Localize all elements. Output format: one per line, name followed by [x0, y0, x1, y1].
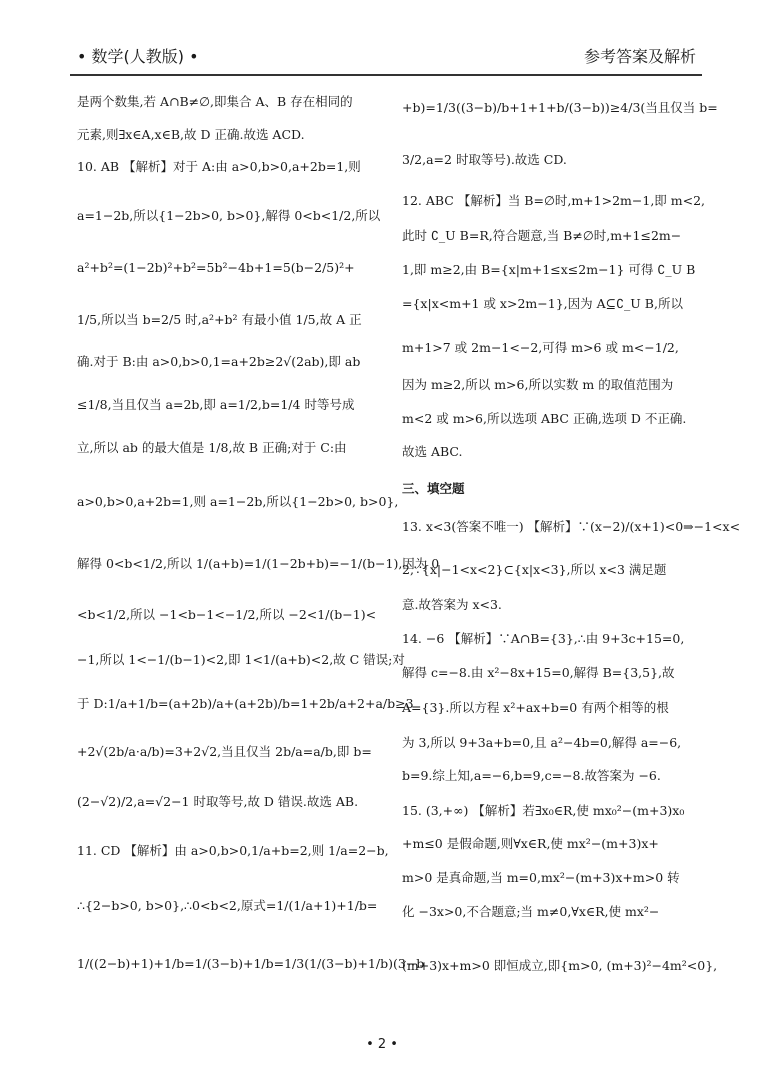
text-line: 为 3,所以 9+3a+b=0,且 a²−4b=0,解得 a=−6, [402, 735, 682, 750]
text-line: 解得 0<b<1/2,所以 1/(a+b)=1/(1−2b+b)=−1/(b−1),因为 0 [77, 556, 440, 571]
text-line: +b)=1/3((3−b)/b+1+1+b/(3−b))≥4/3(当且仅当 b= [402, 100, 718, 115]
text-line: +2√(2b/a·a/b)=3+2√2,当且仅当 2b/a=a/b,即 b= [77, 744, 372, 759]
text-line: b=9.综上知,a=−6,b=9,c=−8.故答案为 −6. [402, 768, 661, 783]
text-line: 10. AB 【解析】对于 A:由 a>0,b>0,a+2b=1,则 [77, 159, 361, 174]
page-number: • 2 • [366, 1037, 398, 1052]
text-line: 3/2,a=2 时取等号).故选 CD. [402, 152, 567, 167]
text-line: m>0 是真命题,当 m=0,mx²−(m+3)x+m>0 转 [402, 870, 680, 885]
text-line: 于 D:1/a+1/b=(a+2b)/a+(a+2b)/b=1+2b/a+2+a/b≥3 [77, 696, 414, 711]
text-line: 2,∵{x|−1<x<2}⊂{x|x<3},所以 x<3 满足题 [402, 562, 667, 577]
text-line: 13. x<3(答案不唯一) 【解析】∵(x−2)/(x+1)<0⇒−1<x< [402, 519, 741, 534]
text-line: (m+3)x+m>0 即恒成立,即{m>0, (m+3)²−4m²<0}, [402, 958, 718, 973]
text-line: 立,所以 ab 的最大值是 1/8,故 B 正确;对于 C:由 [77, 440, 347, 455]
text-line: 元素,则∃x∈A,x∈B,故 D 正确.故选 ACD. [77, 127, 305, 142]
text-line: 意.故答案为 x<3. [402, 597, 502, 612]
text-line: 12. ABC 【解析】当 B=∅时,m+1>2m−1,即 m<2, [402, 193, 706, 208]
text-line: 1/((2−b)+1)+1/b=1/(3−b)+1/b=1/3(1/(3−b)+1/b)(3−b [77, 956, 425, 971]
text-line: 此时 ∁_U B=R,符合题意,当 B≠∅时,m+1≤2m− [402, 228, 682, 243]
text-line: a²+b²=(1−2b)²+b²=5b²−4b+1=5(b−2/5)²+ [77, 260, 355, 275]
text-line: ={x|x<m+1 或 x>2m−1},因为 A⊆∁_U B,所以 [402, 296, 683, 311]
text-line: (2−√2)/2,a=√2−1 时取等号,故 D 错误.故选 AB. [77, 794, 359, 809]
text-line: 是两个数集,若 A∩B≠∅,即集合 A、B 存在相同的 [77, 94, 353, 109]
text-line: 1/5,所以当 b=2/5 时,a²+b² 有最小值 1/5,故 A 正 [77, 312, 362, 327]
text-line: +m≤0 是假命题,则∀x∈R,使 mx²−(m+3)x+ [402, 836, 659, 851]
text-line: a=1−2b,所以{1−2b>0, b>0},解得 0<b<1/2,所以 [77, 208, 381, 223]
text-line: m+1>7 或 2m−1<−2,可得 m>6 或 m<−1/2, [402, 340, 679, 355]
text-line: ≤1/8,当且仅当 a=2b,即 a=1/2,b=1/4 时等号成 [77, 397, 355, 412]
text-line: m<2 或 m>6,所以选项 ABC 正确,选项 D 不正确. [402, 411, 687, 426]
header-rule [70, 74, 702, 76]
text-line: 故选 ABC. [402, 444, 463, 459]
text-line: 因为 m≥2,所以 m>6,所以实数 m 的取值范围为 [402, 377, 674, 392]
text-line: <b<1/2,所以 −1<b−1<−1/2,所以 −2<1/(b−1)< [77, 607, 377, 622]
text-line: 11. CD 【解析】由 a>0,b>0,1/a+b=2,则 1/a=2−b, [77, 843, 389, 858]
text-line: 15. (3,+∞) 【解析】若∃x₀∈R,使 mx₀²−(m+3)x₀ [402, 803, 685, 818]
text-line: ∴{2−b>0, b>0},∴0<b<2,原式=1/(1/a+1)+1/b= [77, 898, 378, 913]
text-line: 确.对于 B:由 a>0,b>0,1=a+2b≥2√(2ab),即 ab [77, 354, 361, 369]
text-line: 化 −3x>0,不合题意;当 m≠0,∀x∈R,使 mx²− [402, 904, 660, 919]
text-line: 1,即 m≥2,由 B={x|m+1≤x≤2m−1} 可得 ∁_U B [402, 262, 696, 277]
text-line: 14. −6 【解析】∵A∩B={3},∴由 9+3c+15=0, [402, 631, 685, 646]
section-heading: 三、填空题 [402, 481, 465, 496]
header-right: 参考答案及解析 [583, 47, 696, 66]
header-left: • 数学(人教版) • [77, 47, 199, 66]
text-line: −1,所以 1<−1/(b−1)<2,即 1<1/(a+b)<2,故 C 错误;对 [77, 652, 405, 667]
text-line: A={3}.所以方程 x²+ax+b=0 有两个相等的根 [402, 700, 669, 715]
text-line: 解得 c=−8.由 x²−8x+15=0,解得 B={3,5},故 [402, 665, 675, 680]
text-line: a>0,b>0,a+2b=1,则 a=1−2b,所以{1−2b>0, b>0}, [77, 494, 399, 509]
